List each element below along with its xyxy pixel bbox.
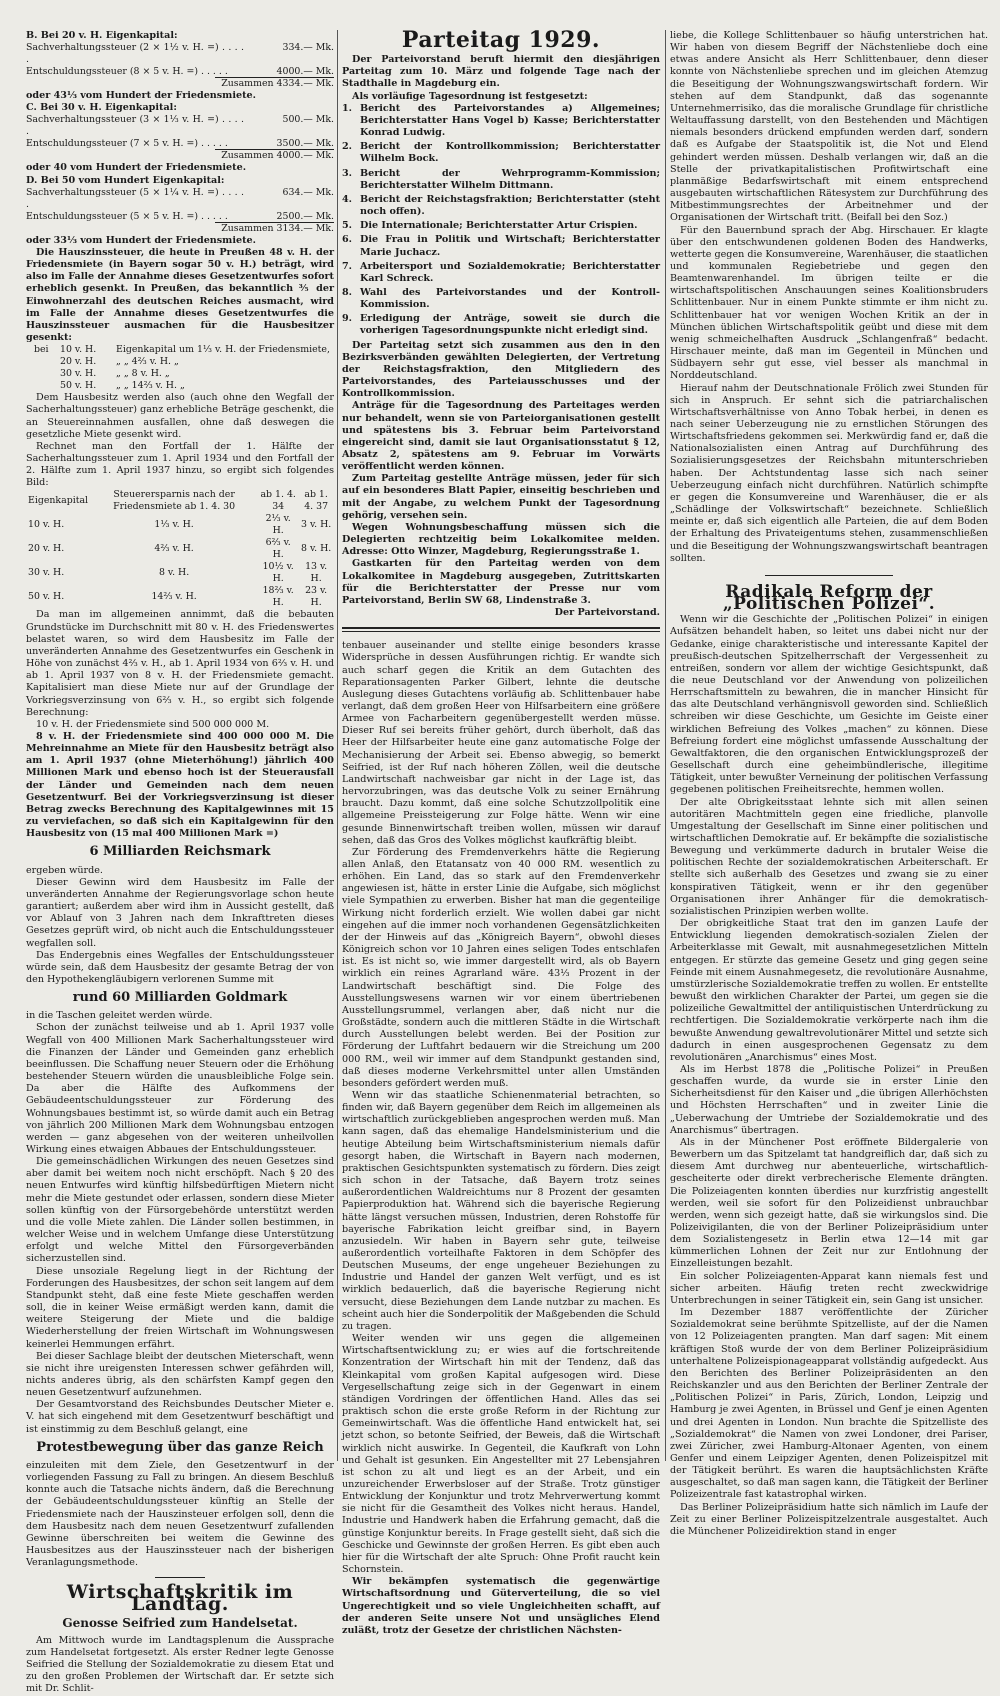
paragraph: Bei dieser Sachlage bleibt der deutschen Mieterschaft, wenn sie nicht ihre ureigensten Interessen schwer gefährden will, nichts anderes übrig, als den schärfsten Kampf gegen den neuen Gesetzentwurf aufzunehmen. <box>26 1350 334 1399</box>
paragraph: Zur Förderung des Fremdenverkehrs hätte die Regierung allen Anlaß, den Etatansatz von 40 000 RM. wesentlich zu erhöhen. Ein Land, das so stark auf den Fremdenverkehr angewiesen ist, hätte in erster Linie die Aufgabe, sich möglichst viele Sympathien zu erwerben. Bisher hat man die gegenteilige Wirkung nicht forderlich erzielt. Wie wollen dabei gar nicht eingehen auf die immer noch vorhandenen Gegensätzlichkeiten der der Hinweis auf das „Königreich Bayern“, obwohl dieses Königreich schon vor 10 Jahren eines seligen Todes entschlafen ist. Es ist nicht so, wie immer dargestellt wird, als ob Bayern wirklich ein reines Agrarland wäre. 43⅓ Prozent in der Landwirtschaft beschäftigt sind. Die Folge des Ausstellungswesens warnen wir vor einem übertriebenen Ausstellungsrummel, verlangen aber, daß nicht nur die Großstädte, sondern auch die mittleren Städte in die Wirtschaft durch Ausstellungen belebt werden. Bei der Position zur Förderung der Luftfahrt bedauern wir die Streichung um 200 000 RM., weil wir immer auf dem Standpunkt gestanden sind, daß dieses moderne Verkehrsmittel unter allen Umständen besonders gefördert werden muß. <box>342 846 660 1089</box>
subheading: rund 60 Milliarden Goldmark <box>72 990 288 1006</box>
agenda-item: Bericht des Parteivorstandes a) Allgemeines; Berichterstatter Hans Vogel b) Kasse; Berichterstatter Konrad Ludwig. <box>360 102 660 139</box>
paragraph: Gastkarten für den Parteitag werden von dem Lokalkomitee in Magdeburg ausgegeben, Zutrittskarten für die Berichterstatter der Presse nur vom Parteivorstand, Berlin SW 68, Lindenstraße 3. <box>342 558 660 606</box>
paragraph: Schon der zunächst teilweise und ab 1. April 1937 volle Wegfall von 400 Millionen Mark Sacherhaltungssteuer wird die Finanzen der Länder und Gemeinden ganz erheblich beeinflussen. Die Schaffung neuer Steuern oder die Erhöhung bestehender Steuern würden die unausbleibliche Folge sein. Da aber die Hälfte des Aufkommens der Gebäudeentschuldungssteuer zur Förderung des Wohnungsbaues bestimmt ist, so würde damit auch ein Betrag von jährlich 200 Millionen Mark dem Wohnungsbau entzogen werden — ganz abgesehen von der weiteren unheilvollen Wirkung eines etwaigen Abbaues der Entschuldungssteuer. <box>26 1022 334 1155</box>
calc-row: Entschuldungssteuer (7 × 5 v. H. =) . . . . . 3500.— Mk. <box>26 138 334 150</box>
agenda-item: Bericht der Kontrollkommission; Berichterstatter Wilhelm Bock. <box>360 141 660 165</box>
column-right <box>670 30 988 1537</box>
paragraph: Die gemeinschädlichen Wirkungen des neuen Gesetzes sind aber damit bei weitem noch nicht erschöpft. Nach § 20 des neuen Entwurfes wird künftig hilfsbedürftigen Mietern nicht mehr die Miete gestundet oder erlassen, sondern diese Mieter sollen künftig von der Fürsorgebehörde unterstützt werden und die volle Miete zahlen. Die Länder sollen bestimmen, in welcher Weise und in welchem Umfange diese Unterstützung erfolgt und welche Mittel den Fürsorgeverbänden sicherzustellen sind. <box>26 1156 334 1265</box>
agenda-number: 1. <box>342 102 353 114</box>
paragraph: Die Hauszinssteuer, die heute in Preußen 48 v. H. der Friedensmiete (in Bayern sogar 50 v. H.) beträgt, wird also im Falle der Annahme dieses Gesetzentwurfes sofort erheblich gesenkt. In Preußen, das bekanntlich ⅗ der Einwohnerzahl des deutschen Reiches ausmacht, wird im Falle der Annahme dieses Gesetzentwurfes die Hauszinssteuer ausmachen für die Hausbesitzer gesenkt: <box>26 246 334 344</box>
paragraph: Am Mittwoch wurde im Landtagsplenum die Aussprache zum Handelsetat fortgesetzt. Als erster Redner legte Genosse Seifried die Stellung der Sozialdemokratie zu diesem Etat und zu den großen Problemen der Wirtschaft dar. Er setzte sich mit Dr. Schlit- <box>26 1634 334 1695</box>
section-divider <box>342 627 660 632</box>
table-row: 20 v. H. 4⅔ v. H. 6⅔ v. H. 8 v. H. <box>28 537 332 561</box>
paragraph: Der alte Obrigkeitsstaat lehnte sich mit allen seinen autoritären Machtmitteln gegen eine friedliche, planvolle Umgestaltung der Gesellschaft im Sinne einer politischen und wirtschaftlichen Demokratie auf. Er bekämpfte die sozialistische Bewegung und verkümmerte dadurch in brutaler Weise die politischen Rechte der sozialdemokratischen Arbeiterschaft. Er stellte sich außerhalb des Gesetzes und zwang sie zu einer konspirativen Tätigkeit, wenn er ihr den gegenüber Organisationen ihrer Anhänger für die demokratisch-sozialistischen Prinzipien werben wollte. <box>670 796 988 917</box>
section-heading: C. Bei 30 v. H. Eigenkapital: <box>26 102 177 114</box>
agenda-item: Die Frau in Politik und Wirtschaft; Berichterstatter Marie Juchacz. <box>360 234 660 258</box>
paragraph: Hierauf nahm der Deutschnationale Frölich zwei Stunden für sich in Anspruch. Er sehnt sich die patriarchalischen Wirtschaftsverhältnisse von Anno Tobak herbei, in denen es nach seiner Ueberzeugung nie zu ernstlichen Störungen des Wirtschaftsfriedens gekommen sei. Merkwürdig fand er, daß die Nationalsozialisten einen Antrag auf Durchführung des Sozialisierungsgesetzes der Reichsbahn mitunterschrieben haben. Der Achtstundentag lasse sich nach seiner Ueberzeugung einfach nicht durchführen. Natürlich schimpfte er gegen die Konsumvereine und Warenhäuser, die er als „Schädlinge der Volkswirtschaft“ bezeichnete. Schließlich meinte er, daß sich eigentlich alle Parteien, die auf dem Boden der Erhaltung des Privateigentums stehen, zusammenschließen und die Beseitigung der Wohnungszwangswirtschaft beantragen sollten. <box>670 382 988 564</box>
subheading: 6 Milliarden Reichsmark <box>89 844 271 860</box>
percent-row: 30 v. H. „ „ 8 v. H. „ <box>60 368 170 380</box>
percent-table <box>34 344 334 392</box>
paragraph: einzuleiten mit dem Ziele, den Gesetzentwurf in der vorliegenden Fassung zu Fall zu bringen. An diesem Beschluß konnte auch die Tatsache nichts ändern, daß die Berechnung der Gebäudeentschuldungssteuer künftig an Stelle der Friedensmiete nach der Hauszinsteuer erfolgen soll, denn die dem Hausbesitz nach dem neuen Gesetzentwurf zufallenden Gewinne überschreiten bei weitem die Gewinne des Hausbesitzes aus der Hauszinssteuer nach der bisherigen Veranlagungsmethode. <box>26 1459 334 1569</box>
paragraph: liebe, die Kollege Schlittenbauer so häufig unterstrichen hat. Wir haben von diesem Begriff der Nächstenliebe doch eine etwas andere Ansicht als Herr Schlittenbauer, denn dieser konnte von Nächstenliebe sprechen und im gleichen Atemzug die Beseitigung der Wohnungszwangswirtschaft fordern. Wir stehen auf dem Standpunkt, daß das sogenannte Unternehmerrisiko, das die moralische Grundlage für christliche Weltauffassung darstellt, von den Bestehenden und Mächtigen niemals besonders drückend empfunden werden darf, sondern daß es Aufgabe der Staatspolitik ist, die Not und Elend gehindert werden müssen. Deshalb verlangen wir, daß an die Stelle der privatkapitalistischen Profitwirtschaft eine planmäßige Bedarfswirtschaft mit einem entsprechend ausgebauten wirtschaftlichen Rätesystem zur Durchführung des Mitbestimmungsrechtes der Arbeitnehmer und der Organisationen der Wirtschaft tritt. (Beifall bei den Soz.) <box>670 30 988 224</box>
paragraph: Wegen Wohnungsbeschaffung müssen sich die Delegierten rechtzeitig beim Lokalkomitee melden. Adresse: Otto Winzer, Magdeburg, Regierungsstraße 1. <box>342 521 660 558</box>
savings-table <box>26 489 334 609</box>
agenda-item: Wahl des Parteivorstandes und der Kontroll-Kommission. <box>360 286 660 311</box>
column-left <box>26 30 334 1695</box>
table-row: 30 v. H. 8 v. H. 10½ v. H. 13 v. H. <box>28 561 328 585</box>
agenda-number: 4. <box>342 193 353 205</box>
column-middle <box>342 27 660 1636</box>
agenda-number: 9. <box>342 313 353 325</box>
paragraph: Wenn wir das staatliche Schienenmaterial betrachten, so finden wir, daß Bayern gegenüber dem Reich im allgemeinen als wirtschaftlich zurückgeblieben angesprochen werden muß. Man kann sagen, daß das ehemalige Handelsministerium und die heutige Abteilung beim Wirtschaftsministerium niemals dafür gesorgt haben, die Wirtschaft in Bayern nach modernen, praktischen Gesichtspunkten systematisch zu fördern. Dies zeigt sich schon in der Tatsache, daß Bayern trotz seines außerordentlichen Waldreichtums nur 8 Prozent der gesamten Papierproduktion hat. Während sich die bayerische Regierung hätte längst versuchen müssen, Industrien, deren Rohstoffe für bayerische Fabrikation leicht greifbar sind, in Bayern anzusiedeln. Wir haben in Bayern sehr gute, teilweise außerordentlich vorteilhafte Faktoren in dem Schöpfer des Deutschen Museums, der enge ungeheuer Beziehungen zu Industrie und Handel der ganzen Welt verfügt, und es ist wirklich bedauerlich, daß die bayerische Regierung nicht versucht, diese Beziehungen dem Lande nutzbar zu machen. Es scheint auch hier die Sonderpolitik der Maßgebenden die Schuld zu tragen. <box>342 1089 660 1332</box>
table-row: 50 v. H. 14⅔ v. H. 18⅔ v. H. 23 v. H. <box>28 585 328 609</box>
calc-note: oder 33⅓ vom Hundert der Friedensmiete. <box>26 234 256 246</box>
table-row: 10 v. H. 1⅓ v. H. 2⅓ v. H. 3 v. H. <box>28 513 332 537</box>
calc-row: Sachverhaltungssteuer (5 × 1¼ v. H. =) . . . . . 634.— Mk. <box>26 186 334 210</box>
paragraph: Diese unsoziale Regelung liegt in der Richtung der Forderungen des Hausbesitzes, der schon seit langem auf dem Standpunkt steht, daß eine feste Miete geschaffen werden soll, die in keiner Weise ermäßigt werden kann, damit die weitere Steigerung der Miete und die baldige Wiederherstellung der freien Wirtschaft im Wohnungswesen keinerlei Hemmungen erfährt. <box>26 1265 334 1350</box>
calc-row: Sachverhaltungssteuer (3 × 1⅓ v. H. =) . . . . . 500.— Mk. <box>26 114 334 138</box>
calc-row: Sachverhaltungssteuer (2 × 1½ v. H. =) . . . . . 334.— Mk. <box>26 42 334 66</box>
agenda-item: Erledigung der Anträge, soweit sie durch die vorherigen Tagesordnungspunkte nicht erledigt sind. <box>360 313 660 337</box>
paragraph: Rechnet man den Fortfall der 1. Hälfte der Sacherhaltungssteuer zum 1. April 1934 und den Fortfall der 2. Hälfte zum 1. April 1937 hinzu, so ergibt sich folgendes Bild: <box>26 440 334 489</box>
paragraph: Da man im allgemeinen annimmt, daß die bebauten Grundstücke im Durchschnitt mit 80 v. H. des Friedenswertes belastet waren, so wird dem Hausbesitz im Falle der unveränderten Annahme des Gesetzentwurfes ein Geschenk in Höhe von zunächst 4⅔ v. H., ab 1. April 1934 von 6⅔ v. H. und ab 1. April 1937 von 8 v. H. der Friedensmiete gemacht. Kapitalisiert man diese Miete nur auf der Grundlage der Vorkriegsverzinsung von 6⅔ v. H., so ergibt sich folgende Berechnung: <box>26 609 334 718</box>
percent-row: bei 10 v. H. Eigenkapital um 1⅓ v. H. der Friedensmiete, <box>34 344 330 356</box>
paragraph: Der Gesamtvorstand des Reichsbundes Deutscher Mieter e. V. hat sich eingehend mit dem Gesetzentwurf beschäftigt und ist einstimmig zu dem Beschluß gelangt, eine <box>26 1399 334 1435</box>
subheading: Protestbewegung über das ganze Reich <box>36 1439 324 1455</box>
agenda-item: Bericht der Reichstagsfraktion; Berichterstatter (steht noch offen). <box>360 193 660 218</box>
agenda-number: 8. <box>342 286 353 298</box>
paragraph: Zum Parteitag gestellte Anträge müssen, jeder für sich auf ein besonderes Blatt Papier, einseitig beschrieben und mit der Angabe, zu welchem Punkt der Tagesordnung gehörig, versehen sein. <box>342 473 660 521</box>
percent-row: 20 v. H. „ „ 4⅔ v. H. „ <box>60 356 179 368</box>
signature: Der Parteivorstand. <box>554 607 660 619</box>
calc-sum: Zusammen 3134.— Mk. <box>26 223 334 235</box>
percent-row: 50 v. H. „ „ 14⅔ v. H. „ <box>60 380 185 392</box>
agenda-number: 3. <box>342 167 353 179</box>
agenda-item: Bericht der Wehrprogramm-Kommission; Berichterstatter Wilhelm Dittmann. <box>360 167 660 191</box>
paragraph: Als in der Münchener Post eröffnete Bildergalerie von Bewerbern um das Spitzelamt tat handgreiflich dar, daß sich zu diesem Amt durchweg nur abenteuerliche, wirtschaftlich-gescheiterte oder direkt verbrecherische Elemente drängten. Die Polizeiagenten konnten überdies nur kurzfristig angestellt werden, weil sie sofort für den Polizeidienst unbrauchbar werden, wenn sich gezeigt hatte, daß sie wirkungslos sind. Die Polizeivigilanten, die von der Berliner Polizeipräsidium unter dem Sozialistengesetz in Berlin etwa 12—14 mit gar kümmerlichen Lohnen der Zeit nur zur Entlohnung der Einzelleistungen bezahlt. <box>670 1136 988 1270</box>
paragraph: Für den Bauernbund sprach der Abg. Hirschauer. Er klagte über den entschwundenen goldenen Boden des Handwerks, wetterte gegen die Konsumvereine, Warenhäuser, die staatlichen und kommunalen Regiebetriebe und gegen den Beamtenwarenhandel. Im übrigen teilte er die wirtschaftspolitischen Anschauungen seines Koalitionsbruders Schlittenbauer. Nur in einem Punkte stimmte er ihm nicht zu. Schlittenbauer hat vor wenigen Wochen Kritik an der in München üblichen Wirtschaftspolitik geübt und diese mit dem wenig schmeichelhaften Ausdruck „Schlangenfraß“ bedacht. Hirschauer meinte, daß man im Gegenteil in München und Südbayern sehr gut esse, viel besser als manchmal in Norddeutschland. <box>670 224 988 382</box>
divider <box>765 575 892 576</box>
agenda-number: 5. <box>342 220 353 232</box>
paragraph: Der Parteitag setzt sich zusammen aus den in den Bezirksverbänden gewählten Delegierten, der Vertretung der Reichstagsfraktion, den Mitgliedern des Parteivorstandes, des Parteiausschusses und der Kontrollkommission. <box>342 339 660 400</box>
divider <box>155 1577 205 1578</box>
agenda-item: Arbeitersport und Sozialdemokratie; Berichterstatter Karl Schreck. <box>360 260 660 284</box>
agenda-item: Die Internationale; Berichterstatter Artur Crispien. <box>360 220 638 232</box>
table-header: Eigenkapital Steuerersparnis nach der Friedensmiete ab 1. 4. 30 ab 1. 4. 34 ab 1. 4. 37 <box>28 489 329 513</box>
paragraph: ergeben würde. <box>26 864 103 876</box>
paragraph: Als im Herbst 1878 die „Politische Polizei“ in Preußen geschaffen wurde, da wurde sie in erster Linie den Sicherheitsdienst für den Kaiser und „die übrigen Allerhöchsten und Höchsten Herrschaften“ und in zweiter Linie die „Ueberwachung der Umtriebe der Sozialdemokratie und des Anarchismus“ übertragen. <box>670 1063 988 1136</box>
paragraph: Der Parteivorstand beruft hiermit den diesjährigen Parteitag zum 10. März und folgende Tage nach der Stadthalle in Magdeburg ein. <box>342 54 660 90</box>
paragraph: Wenn wir die Geschichte der „Politischen Polizei“ in einigen Aufsätzen behandelt haben, so leitet uns dabei nicht nur der Gedanke, einige charakteristische und interessante Kapitel der preußisch-deutschen Spitzelherrschaft der Vergessenheit zu entreißen, sondern vor allem der wichtige Gesichtspunkt, daß die neue Deutschland vor der Anwendung von polizeilichen Herrschaftsmitteln zu bewahren, die in mancher Hinsicht für das alte Deutschland verhängnisvoll geworden sind. Schließlich schreiben wir diese Geschichte, um Gesichte im Geiste einer wirklichen Befreiung des Volkes „machen“ zu können. Diese Befreiung fordert eine möglichst umfassende Ausschaltung der Gewaltfaktoren, die den organischen Entwicklungsprozeß der Gesellschaft durch eine geheimbündlerische, illegitime Tätigkeit, unter bewußter Verneinung der politischen Verfassung gegebenen politischen Freiheitsrechte, hemmen wollen. <box>670 614 988 796</box>
paragraph: Anträge für die Tagesordnung des Parteitages werden nur behandelt, wenn sie von Parteiorganisationen gestellt und spätestens bis 3. Februar beim Parteivorstand eingereicht sind, damit sie laut Organisationsstatut § 12, Absatz 2, spätestens am 9. Februar im Vorwärts veröffentlicht werden können. <box>342 400 660 473</box>
agenda-number: 7. <box>342 260 353 272</box>
article-headline: Radikale Reform der „Politischen Polizei“. <box>722 581 936 615</box>
paragraph: Weiter wenden wir uns gegen die allgemeinen Wirtschaftsentwicklung zu; er wies auf die fortschreitende Konzentration der Wirtschaft hin mit der Tendenz, daß das Kleinkapital vom großen Kapital aufgesogen wird. Diese Vergesellschaftung zeige sich in der Gegenwart in einem ständigen Vordringen der öffentlichen Hand. Alles das sei praktisch schon die erste große Reform in der Richtung zur Gemeinwirtschaft. Was die öffentliche Hand entwickelt hat, sei jetzt schon, so betonte Seifried, der Beweis, daß die Wirtschaft wirklich nicht auswirke. In Gegenteil, die Kaufkraft von Lohn und Gehalt ist gesunken. Ein Angestellter mit 27 Lebensjahren ist schon zu alt und liegt es an der Arbeit, und ein unzureichender Erwerbsloser auf der Straße. Trotz günstiger Entwicklung der Konjunktur und trotz Mehrverwertung kommt sie nicht für die Gesamtheit des Volkes nicht heraus. Handel, Industrie und Handwerk haben die Erfahrung gemacht, daß die günstige Konjunktur bereits. In Frage gestellt sieht, daß sich die Geschicke und Gewinnste der großen Herren. Es gibt eben auch hier für die Wirtschaft der alte Spruch: Ohne Profit raucht kein Schornstein. <box>342 1333 660 1576</box>
paragraph: Wir bekämpfen systematisch die gegenwärtige Wirtschaftsordnung und Güterverteilung, die so viel Ungerechtigkeit und so viele Ungleichheiten schafft, auf der anderen Seite unsere Not und unsägliches Elend zuläßt, trotz der Gesetze der christlichen Nächsten- <box>342 1576 660 1636</box>
paragraph: tenbauer auseinander und stellte einige besonders krasse Widersprüche in dessen Ausführungen richtig. Er wandte sich auch scharf gegen die Kritik an dem Gutachten des Reparationsagenten Parker Gilbert, lehnte die deutsche Auslegung dieses Gutachtens vorläufig ab. Schlittenbauer habe verlangt, daß dem großen Heer von Hilfsarbeitern eine größere Armee von Facharbeitern gegenübergestellt werden müsse. Dieser Ruf sei bereits früher gehört, durch überholt, daß das Heer der Hilfsarbeiter heute eine ganz automatische Folge der Mechanisierung der Arbeit sei. Ebenso abwegig, so bemerkt Seifried, ist der Ruf nach höheren Zöllen, weil die deutsche Landwirtschaft nachweisbar gar nicht in der Lage ist, das hervorzubringen, was das deutsche Volk zu seiner Ernährung braucht. Dazu kommt, daß eine solche Schutzzollpolitik eine allgemeine Preissteigerung zur Folge hätte. Wenn wir eine gesunde Binnenwirtschaft treiben wollen, müssen wir darauf sehen, daß das Gros des Volkes möglichst kaufkräftig bleibt. <box>342 640 660 846</box>
calc-sum: Zusammen 4000.— Mk. <box>26 150 334 162</box>
paragraph: 8 v. H. der Friedensmiete sind 400 000 000 M. Die Mehreinnahme an Miete für den Hausbesitz beträgt also am 1. April 1937 (ohne Mieterhöhung!) jährlich 400 Millionen Mark und ebenso hoch ist der Steuerausfall der Länder und Gemeinden nach dem neuen Gesetzentwurf. Bei der Vorkriegsverzinsung ist dieser Betrag zwecks Berechnung des Kapitalgewinnes mit 15 zu verviefachen, so daß sich ein Kapitalgewinn für den Hausbesitz von (15 mal 400 Millionen Mark =) <box>26 731 334 840</box>
article-subheadline: Genosse Seifried zum Handelsetat. <box>62 1615 298 1630</box>
paragraph: Dem Hausbesitz werden also (auch ohne den Wegfall der Sacherhaltungssteuer) ganz erhebliche Beträge geschenkt, die an Steuereinnahmen ausfallen, ohne daß deswegen die gesetzliche Miete gesenkt wird. <box>26 392 334 440</box>
column-rule <box>665 30 666 1461</box>
agenda-number: 6. <box>342 234 353 246</box>
paragraph: Das Berliner Polizeipräsidium hatte sich nämlich im Laufe der Zeit zu einer Berliner Polizeispitzelzentrale ausgestaltet. Auch die Münchener Polizeidirektion stand in enger <box>670 1501 988 1537</box>
paragraph: in die Taschen geleitet werden würde. <box>26 1010 213 1022</box>
calc-row: Entschuldungssteuer (5 × 5 v. H. =) . . . . . 2500.— Mk. <box>26 210 334 222</box>
agenda-list <box>342 103 660 340</box>
section-heading: B. Bei 20 v. H. Eigenkapital: <box>26 30 178 41</box>
column-rule <box>337 30 338 1461</box>
article-headline: Wirtschaftskritik im Landtag. <box>66 1581 294 1616</box>
calc-sum: Zusammen 4334.— Mk. <box>26 78 334 90</box>
paragraph: Der obrigkeitliche Staat trat den im ganzen Laufe der Entwicklung liegenden demokratisch-sozialen Zielen der Arbeiterklasse mit Gewalt, mit ausnahmegesetzlichen Mitteln entgegen. Er stürzte das gemeine Gesetz und ging gegen seine Feinde mit einem Ausnahmegesetz, die revolutionäre Ausnahme, umstürzlerische Sozialdemokratie treffen zu wollen. Er entstellte bewußt den wirklichen Charakter der Partei, um gegen sie die polizeiliche Gewaltmittel der antiliquistischen Unterdrückung zu rechtfertigen. Die Sozialdemokratie verkörperte nach ihm die bewußte Anwendung gewaltrevolutionärer Mittel und setzte sich dadurch in einen ausgesprochenen Gegensatz zu dem revolutionären „Anarchismus“ eines Most. <box>670 918 988 1063</box>
paragraph: Dieser Gewinn wird dem Hausbesitz im Falle der unveränderten Annahme der Regierungsvorlage schon heute garantiert; außerdem aber wird ihm in Aussicht gestellt, daß vor Ablauf von 3 Jahren nach dem Inkrafttreten dieses Gesetzes geprüft wird, ob nicht auch die Entschuldungssteuer wegfallen soll. <box>26 876 334 949</box>
calc-row: Entschuldungssteuer (8 × 5 v. H. =) . . . . . 4000.— Mk. <box>26 66 334 78</box>
agenda-heading: Als vorläufige Tagesordnung ist festgesetzt: <box>352 90 588 102</box>
paragraph: Das Endergebnis eines Wegfalles der Entschuldungssteuer würde sein, daß dem Hausbesitz der gesamte Betrag der von den Hypothekengläubigern verlorenen Summe mit <box>26 949 334 985</box>
agenda-number: 2. <box>342 141 353 153</box>
calc-note: oder 40 vom Hundert der Friedensmiete. <box>26 162 247 174</box>
calc-note: oder 43⅓ vom Hundert der Friedensmiete. <box>26 90 256 102</box>
paragraph: Im Dezember 1887 veröffentlichte der Züricher Sozialdemokrat seine berühmte Spitzelliste, auf der die Namen von 12 Polizeiagenten prangten. Man darf sagen: Mit einem kräftigen Stoß wurde der von dem Berliner Polizeipräsidium unterhaltene Polizeispionageapparat vollständig aufgedeckt. Aus den Berichten des Berliner Polizeipräsidenten an den Reichskanzler und aus den Berichten der Berliner Zentrale der „Politischen Polizei“ in Paris, Zürich, London, Leipzig und Hamburg je zwei Agenten, in Brüssel und Genf je einen Agenten und drei Agenten in London. Nun brachte die Spitzelliste des „Sozialdemokrat“ die Namen von zwei Londoner, drei Pariser, zwei Züricher, zwei Hamburg-Altonaer Agenten, von einem Genfer und einem Leipziger Agenten, denen Polizeispitzel mit der Tätigkeit berührt. Es waren die hauptsächlichsten Kräfte ausgeschaltet, so daß man sagen kann, die Tätigkeit der Berliner Polizeizentrale fast katastrophal wirken. <box>670 1307 988 1501</box>
paragraph: 10 v. H. der Friedensmiete sind 500 000 000 M. <box>36 718 270 730</box>
paragraph: Ein solcher Polizeiagenten-Apparat kann niemals fest und sicher arbeiten. Häufig treten recht zweckwidrige Unterbrechungen in seiner Tätigkeit ein, sein Gang ist unsicher. <box>670 1270 988 1306</box>
article-headline: Parteitag 1929. <box>401 27 601 53</box>
section-heading: D. Bei 50 vom Hundert Eigenkapital: <box>26 174 225 186</box>
